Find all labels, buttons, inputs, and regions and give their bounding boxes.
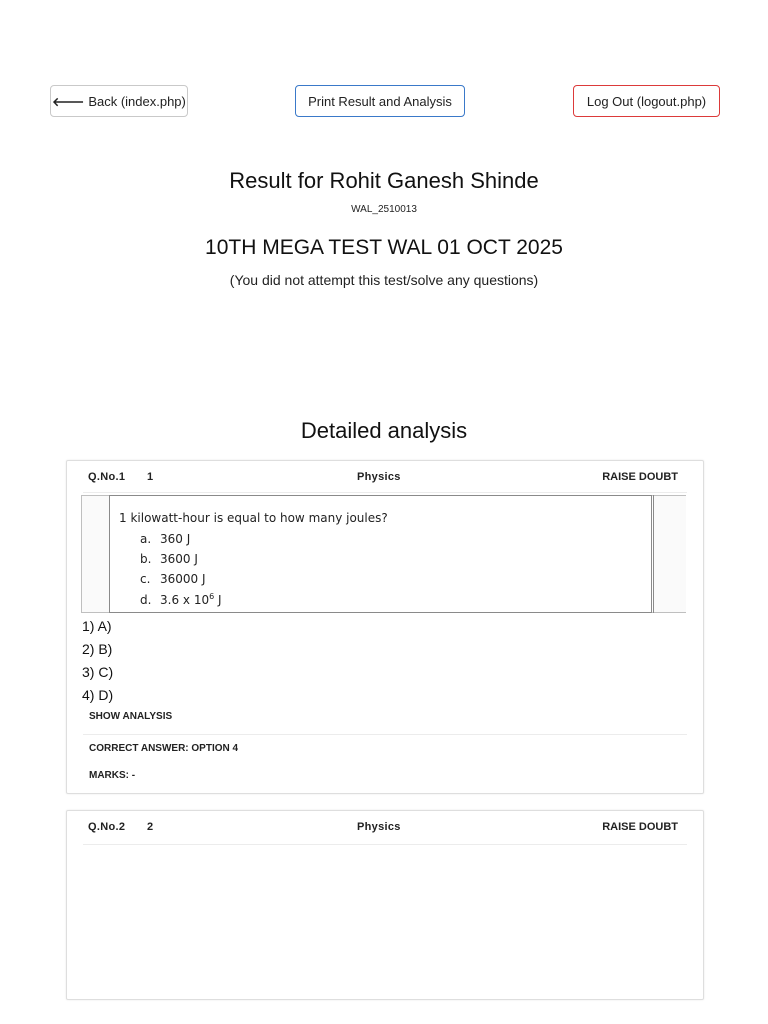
choice-c[interactable]: 3) C) — [82, 664, 114, 680]
back-button[interactable] — [50, 85, 188, 117]
choice-b[interactable]: 2) B) — [82, 641, 113, 657]
analysis-heading: Detailed analysis — [300, 418, 468, 443]
question-subject: Physics — [357, 471, 401, 483]
show-analysis-button[interactable]: SHOW ANALYSIS — [89, 711, 173, 722]
option-text: 36000 J — [160, 572, 206, 586]
result-title: Result for Rohit Ganesh Shinde — [229, 168, 539, 193]
question-number-label: Q.No.1 — [88, 471, 126, 483]
logout-button[interactable]: Log Out (logout.php) — [573, 85, 720, 117]
question-header — [67, 471, 703, 487]
question-subject: Physics — [357, 821, 401, 833]
option-label: c. — [140, 572, 151, 586]
roll-number: WAL_2510013 — [351, 204, 417, 215]
choice-a[interactable]: 1) A) — [82, 618, 112, 634]
question-image — [109, 495, 654, 613]
option-label: a. — [140, 532, 152, 546]
option-unit: J — [214, 593, 222, 607]
option-label: d. — [140, 593, 152, 607]
question-header — [67, 821, 703, 837]
correct-answer: CORRECT ANSWER: OPTION 4 — [89, 743, 239, 754]
option-d — [140, 592, 222, 607]
option-text: 3.6 x 10 — [160, 593, 210, 607]
test-name: 10TH MEGA TEST WAL 01 OCT 2025 — [205, 236, 563, 259]
attempt-note: (You did not attempt this test/solve any questions) — [229, 272, 539, 288]
answer-choices — [82, 615, 113, 707]
raise-doubt-button[interactable]: RAISE DOUBT — [602, 471, 678, 483]
option-text: 360 J — [160, 532, 191, 546]
question-number: 2 — [147, 821, 154, 833]
back-button-label: Back (index.php) — [88, 93, 186, 109]
raise-doubt-button[interactable]: RAISE DOUBT — [602, 821, 678, 833]
option-b — [140, 552, 198, 566]
divider — [83, 492, 687, 493]
divider — [83, 844, 687, 845]
arrow-left-icon: 🡐 — [52, 94, 85, 109]
marks: MARKS: - — [89, 770, 136, 781]
choice-d[interactable]: 4) D) — [82, 687, 114, 703]
divider — [83, 734, 687, 735]
question-number: 1 — [147, 471, 154, 483]
question-text: 1 kilowatt-hour is equal to how many joules? — [119, 511, 388, 525]
option-label: b. — [140, 552, 152, 566]
print-result-button[interactable]: Print Result and Analysis — [295, 85, 465, 117]
option-a — [140, 532, 190, 546]
option-exponent: 6 — [209, 592, 215, 601]
option-text: 3600 J — [160, 552, 198, 566]
question-card — [66, 460, 704, 794]
option-c — [140, 572, 206, 586]
question-number-label: Q.No.2 — [88, 821, 126, 833]
question-card — [66, 810, 704, 1000]
